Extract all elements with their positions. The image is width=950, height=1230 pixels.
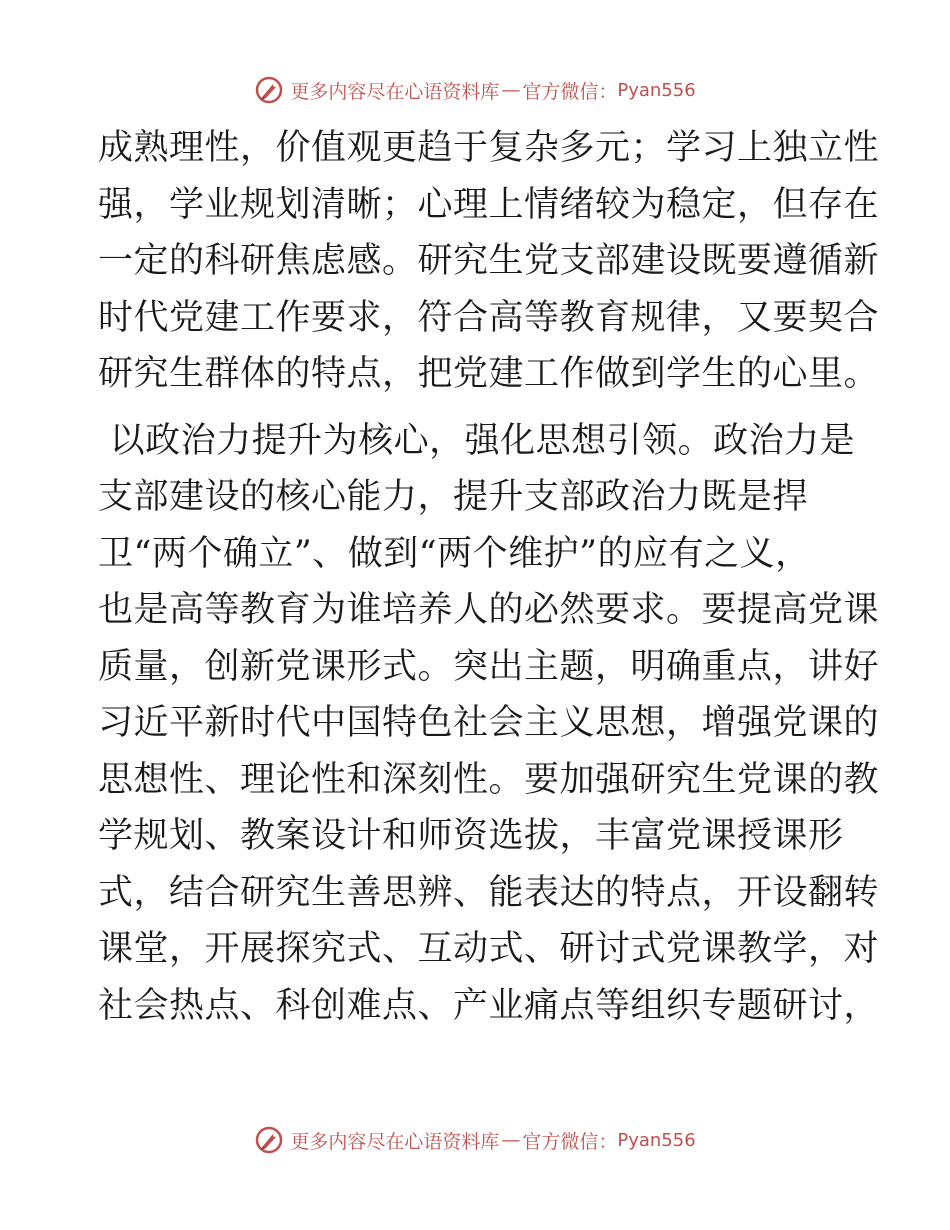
paragraph-2 [98, 413, 880, 1035]
watermark-separator: — [501, 79, 521, 101]
text-line: 强，学业规划清晰；心理上情绪较为稳定，但存在 [98, 184, 880, 225]
document-body [98, 120, 880, 1034]
text-line: 一定的科研焦虑感。研究生党支部建设既要遵循新 [98, 241, 880, 281]
text-line: 卫“两个确立”、做到“两个维护”的应有之义， [98, 533, 811, 574]
footer-watermark [0, 1120, 950, 1160]
text-line: 以政治力提升为核心，强化思想引领。政治力是 [98, 420, 856, 461]
text-line: 式，结合研究生善思辨、能表达的特点，开设翻转 [98, 872, 880, 913]
text-line: 质量，创新党课形式。突出主题，明确重点，讲好 [98, 646, 880, 687]
paragraph-1 [98, 120, 880, 403]
watermark-wechat-id: Pyan556 [617, 79, 696, 101]
pen-nib-logo-icon [254, 1125, 284, 1155]
pen-nib-logo-icon [254, 75, 284, 105]
text-line: 课堂，开展探究式、互动式、研讨式党课教学，对 [98, 929, 880, 969]
watermark-wechat-id: Pyan556 [617, 1129, 696, 1151]
watermark-text: 更多内容尽在心语资料库 [290, 1130, 500, 1153]
paragraph-gap [98, 403, 858, 413]
text-line: 思想性、理论性和深刻性。要加强研究生党课的教 [98, 759, 880, 800]
watermark-text: 更多内容尽在心语资料库 [290, 80, 500, 103]
text-line: 研究生群体的特点，把党建工作做到学生的心里。 [98, 354, 880, 394]
watermark-wechat-label: 官方微信： [522, 1130, 618, 1153]
text-line: 也是高等教育为谁培养人的必然要求。要提高党课 [98, 590, 880, 630]
watermark-wechat-label: 官方微信： [522, 80, 618, 103]
text-line: 习近平新时代中国特色社会主义思想，增强党课的 [98, 703, 880, 743]
text-line: 支部建设的核心能力，提升支部政治力既是捍 [98, 477, 809, 517]
text-line: 时代党建工作要求，符合高等教育规律，又要契合 [98, 297, 880, 338]
watermark-separator: — [501, 1129, 521, 1151]
text-line: 社会热点、科创难点、产业痛点等组织专题研讨， [98, 985, 880, 1026]
text-line: 学规划、教案设计和师资选拔，丰富党课授课形 [98, 816, 844, 856]
text-line: 成熟理性，价值观更趋于复杂多元；学习上独立性 [98, 128, 880, 168]
header-watermark [0, 70, 950, 110]
